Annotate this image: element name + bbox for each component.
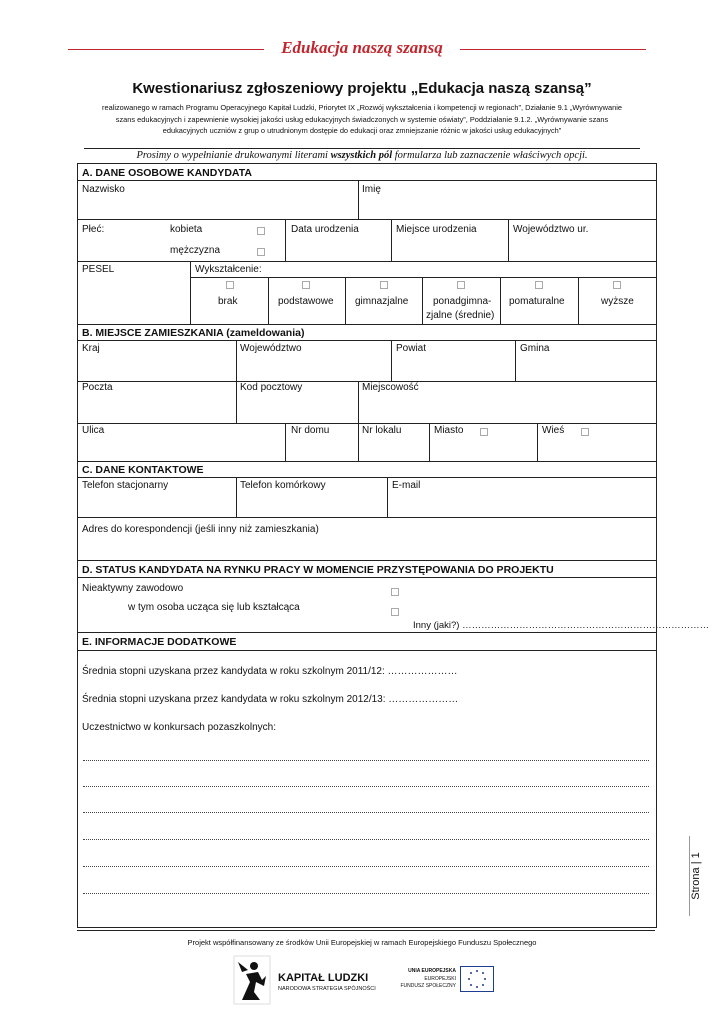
city-label: Miasto bbox=[434, 425, 464, 436]
contests-line[interactable] bbox=[83, 839, 649, 840]
education-lower-secondary-checkbox[interactable] bbox=[380, 281, 388, 289]
divider bbox=[358, 381, 359, 423]
instruction-text: Prosimy o wypełnianie drukowanymi literami bbox=[136, 150, 331, 161]
city-checkbox[interactable] bbox=[480, 428, 488, 436]
landline-field[interactable]: Telefon stacjonarny bbox=[82, 480, 169, 491]
divider bbox=[515, 340, 516, 381]
learning-checkbox[interactable] bbox=[391, 608, 399, 616]
education-none-label: brak bbox=[218, 296, 238, 307]
birth-voivodeship-field[interactable]: Województwo ur. bbox=[513, 224, 589, 235]
divider bbox=[77, 560, 656, 561]
education-none-checkbox[interactable] bbox=[226, 281, 234, 289]
divider bbox=[429, 423, 430, 461]
contests-line[interactable] bbox=[83, 786, 649, 787]
village-label: Wieś bbox=[542, 425, 565, 436]
birth-date-field[interactable]: Data urodzenia bbox=[291, 224, 359, 235]
country-field[interactable]: Kraj bbox=[82, 343, 100, 354]
average-grade-2012-field[interactable]: Średnia stopni uzyskana przez kandydata w roku szkolnym 2012/13: ………………… bbox=[82, 694, 459, 705]
education-post-secondary-label: pomaturalne bbox=[509, 296, 565, 307]
divider bbox=[77, 577, 656, 578]
pesel-field[interactable]: PESEL bbox=[82, 264, 115, 275]
divider bbox=[236, 477, 237, 517]
sex-female-label: kobieta bbox=[170, 224, 203, 235]
education-primary-checkbox[interactable] bbox=[302, 281, 310, 289]
village-checkbox[interactable] bbox=[581, 428, 589, 436]
eu-logo bbox=[396, 964, 496, 998]
sex-male-checkbox[interactable] bbox=[257, 248, 265, 256]
eu-title: UNIA EUROPEJSKA bbox=[408, 968, 456, 974]
education-secondary-label-2: zjalne (średnie) bbox=[426, 310, 495, 321]
sex-female-checkbox[interactable] bbox=[257, 227, 265, 235]
divider bbox=[77, 180, 656, 181]
commune-field[interactable]: Gmina bbox=[520, 343, 550, 354]
divider bbox=[578, 277, 579, 324]
page-subtitle bbox=[80, 102, 644, 137]
kapital-ludzki-logo bbox=[232, 952, 382, 1012]
section-c-title: C. DANE KONTAKTOWE bbox=[82, 464, 204, 476]
kl-title: KAPITAŁ LUDZKI bbox=[278, 972, 369, 984]
contests-line[interactable] bbox=[83, 866, 649, 867]
contests-line[interactable] bbox=[83, 812, 649, 813]
divider bbox=[77, 461, 656, 462]
county-field[interactable]: Powiat bbox=[396, 343, 427, 354]
inactive-label: Nieaktywny zawodowo bbox=[82, 583, 184, 594]
birth-place-field[interactable]: Miejsce urodzenia bbox=[396, 224, 477, 235]
eu-flag-icon bbox=[460, 966, 494, 992]
learning-label: w tym osoba ucząca się lub kształcąca bbox=[128, 602, 300, 613]
divider bbox=[77, 632, 656, 633]
page-title: Kwestionariusz zgłoszeniowy projektu „Edukacja naszą szansą” bbox=[132, 80, 592, 97]
other-status-field[interactable]: Inny (jaki?) …………………………………………………………………… bbox=[413, 620, 710, 631]
divider bbox=[77, 650, 656, 651]
divider bbox=[285, 423, 286, 461]
divider bbox=[77, 477, 656, 478]
section-d-title: D. STATUS KANDYDATA NA RYNKU PRACY W MOMENCIE PRZYSTĘPOWANIA DO PROJEKTU bbox=[82, 564, 554, 576]
instruction bbox=[84, 148, 640, 164]
correspondence-address-field[interactable]: Adres do korespondencji (jeśli inny niż zamieszkania) bbox=[82, 524, 319, 535]
divider bbox=[422, 277, 423, 324]
postal-code-field[interactable]: Kod pocztowy bbox=[240, 382, 303, 393]
section-e-title: E. INFORMACJE DODATKOWE bbox=[82, 636, 237, 648]
funding-note: Projekt współfinansowany ze środków Unii Europejskiej w ramach Europejskiego Funduszu Społecznego bbox=[187, 938, 537, 947]
divider bbox=[236, 381, 237, 423]
contests-line[interactable] bbox=[83, 893, 649, 894]
divider bbox=[537, 423, 538, 461]
subtitle-line: szans edukacyjnych i zapewnienie wysokiej jakości usług edukacyjnych świadczonych w systemie oświaty”, Poddziałanie 9.1.2. „Wyrównywanie szans bbox=[115, 114, 609, 124]
education-post-secondary-checkbox[interactable] bbox=[535, 281, 543, 289]
inactive-checkbox[interactable] bbox=[391, 588, 399, 596]
divider bbox=[190, 261, 191, 324]
divider bbox=[236, 340, 237, 381]
sex-male-label: mężczyzna bbox=[170, 245, 221, 256]
divider bbox=[508, 219, 509, 261]
divider bbox=[358, 180, 359, 219]
page-number bbox=[676, 850, 724, 910]
section-b-title: B. MIEJSCE ZAMIESZKANIA (zameldowania) bbox=[82, 327, 305, 339]
divider bbox=[77, 340, 656, 341]
post-office-field[interactable]: Poczta bbox=[82, 382, 113, 393]
voivodeship-field[interactable]: Województwo bbox=[240, 343, 302, 354]
kl-subtitle: NARODOWA STRATEGIA SPÓJNOŚCI bbox=[278, 986, 376, 992]
locality-field[interactable]: Miejscowość bbox=[362, 382, 419, 393]
page-number-text: Strona | 1 bbox=[689, 852, 702, 900]
divider bbox=[358, 423, 359, 461]
divider bbox=[345, 277, 346, 324]
divider bbox=[77, 261, 656, 262]
flat-number-field[interactable]: Nr lokalu bbox=[362, 425, 402, 436]
education-higher-label: wyższe bbox=[601, 296, 634, 307]
instruction-text-end: formularza lub zaznaczenie właściwych opcji. bbox=[392, 150, 588, 161]
education-primary-label: podstawowe bbox=[278, 296, 334, 307]
divider bbox=[77, 324, 656, 325]
subtitle-line: realizowanego w ramach Programu Operacyjnego Kapitał Ludzki, Priorytet IX „Rozwój wykształcenia i kompetencji w regionach”, Działanie 9.1 „Wyrównywanie bbox=[102, 103, 622, 112]
subtitle-line: edukacyjnych uczniów z grup o utrudnionym dostępie do edukacji oraz zmniejszanie różnic w jakości usług edukacyjnych” bbox=[162, 126, 562, 135]
divider bbox=[77, 517, 656, 518]
contests-label: Uczestnictwo w konkursach pozaszkolnych: bbox=[82, 722, 276, 733]
divider bbox=[77, 219, 656, 220]
sex-label: Płeć: bbox=[82, 224, 105, 235]
divider bbox=[500, 277, 501, 324]
divider bbox=[77, 423, 656, 424]
education-secondary-label: ponadgimna- bbox=[433, 296, 492, 307]
divider bbox=[391, 219, 392, 261]
education-lower-secondary-label: gimnazjalne bbox=[355, 296, 409, 307]
divider bbox=[268, 277, 269, 324]
divider bbox=[391, 340, 392, 381]
first-name-field[interactable]: Imię bbox=[362, 184, 381, 195]
contests-line[interactable] bbox=[83, 760, 649, 761]
divider bbox=[285, 219, 286, 261]
mobile-field[interactable]: Telefon komórkowy bbox=[240, 480, 326, 491]
average-grade-2011-field[interactable]: Średnia stopni uzyskana przez kandydata w roku szkolnym 2011/12: ………………… bbox=[82, 666, 458, 677]
education-label: Wykształcenie: bbox=[195, 264, 262, 275]
eu-sub-1: EUROPEJSKI bbox=[424, 976, 456, 982]
divider bbox=[190, 277, 656, 278]
section-a-title: A. DANE OSOBOWE KANDYDATA bbox=[82, 167, 252, 179]
divider bbox=[387, 477, 388, 517]
instruction-emphasis: wszystkich pól bbox=[330, 150, 393, 161]
surname-field[interactable]: Nazwisko bbox=[82, 184, 125, 195]
house-number-field[interactable]: Nr domu bbox=[291, 425, 330, 436]
street-field[interactable]: Ulica bbox=[82, 425, 105, 436]
email-field[interactable]: E-mail bbox=[392, 480, 421, 491]
footer-rule bbox=[77, 930, 655, 931]
eu-sub-2: FUNDUSZ SPOŁECZNY bbox=[400, 983, 456, 989]
education-secondary-checkbox[interactable] bbox=[457, 281, 465, 289]
education-higher-checkbox[interactable] bbox=[613, 281, 621, 289]
brand-heading: Edukacja naszą szansą bbox=[281, 38, 443, 57]
